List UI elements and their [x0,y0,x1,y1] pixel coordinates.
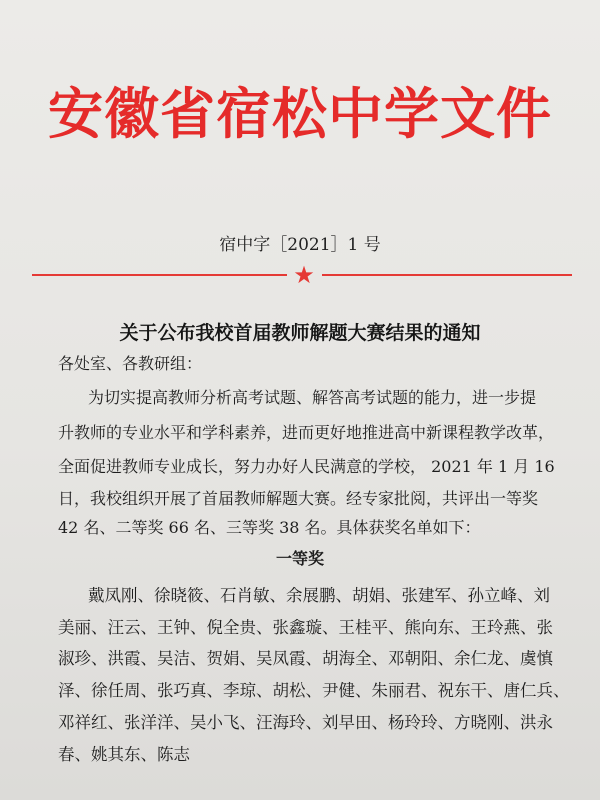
notice-title: 关于公布我校首届教师解题大赛结果的通知 [119,322,481,344]
winner-names-line: 邓祥红、张洋洋、吴小飞、汪海玲、刘早田、杨玲玲、方晓刚、洪永 [58,713,553,732]
red-divider-right [322,274,572,276]
winner-names-line: 淑珍、洪霞、吴洁、贺娟、吴凤霞、胡海全、邓朝阳、余仁龙、虞慎 [58,649,553,668]
winner-names-line: 泽、徐任周、张巧真、李琼、胡松、尹健、朱丽君、祝东干、唐仁兵、 [58,681,570,700]
body-line: 42 名、二等奖 66 名、三等奖 38 名。具体获奖名单如下： [58,518,481,537]
winner-names-line: 美丽、汪云、王钟、倪全贵、张鑫璇、王桂平、熊向东、王玲燕、张 [58,618,553,637]
document-number: 宿中字［2021］1 号 [219,235,381,255]
notice-recipient: 各处室、各教研组： [58,354,203,373]
body-line: 升教师的专业水平和学科素养，进而更好地推进高中新课程教学改革， [58,423,555,442]
document-header-title: 安徽省宿松中学文件 [47,82,552,146]
red-divider-left [32,274,287,276]
winner-names-line: 戴凤刚、徐晓筱、石肖敏、余展鹏、胡娟、张建军、孙立峰、刘 [88,586,550,605]
body-line: 全面促进教师专业成长，努力办好人民满意的学校， 2021 年 1 月 16 [58,457,555,476]
star-icon: ★ [293,261,315,289]
body-line: 为切实提高教师分析高考试题、解答高考试题的能力，进一步提 [88,388,537,407]
award-heading-first-prize: 一等奖 [275,549,324,568]
winner-names-line: 春、姚其东、陈志 [58,745,190,764]
body-line: 日，我校组织开展了首届教师解题大赛。经专家批阅，共评出一等奖 [58,489,539,508]
